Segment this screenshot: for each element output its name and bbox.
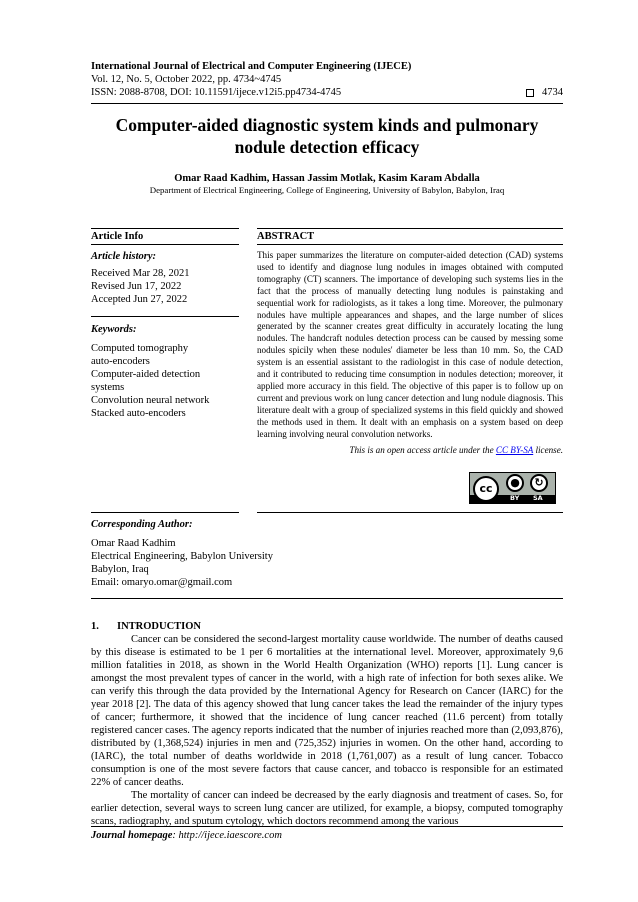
introduction-body (91, 633, 563, 828)
volume-line: Vol. 12, No. 5, October 2022, pp. 4734~4745 (91, 74, 282, 85)
footer-rule (91, 826, 563, 827)
abstract-body (257, 250, 563, 456)
authors: Omar Raad Kadhim, Hassan Jassim Motlak, Kasim Karam Abdalla (174, 173, 480, 184)
corresponding-heading: Corresponding Author: (91, 519, 193, 530)
cc-by-sa-link[interactable]: CC BY-SA (495, 444, 534, 455)
page-number: 4734 (542, 87, 563, 98)
keyword-item: Convolution neural network (91, 395, 210, 406)
corresponding-department: Electrical Engineering, Babylon University (91, 551, 273, 562)
license-line (257, 445, 563, 457)
corresponding-location: Babylon, Iraq (91, 564, 149, 575)
article-info-rule (91, 244, 239, 245)
issn-row (91, 86, 563, 99)
creative-commons-icon: cc (473, 476, 499, 502)
article-history (91, 250, 239, 306)
share-alike-icon: ↻ (530, 474, 548, 492)
history-revised: Revised Jun 17, 2022 (91, 281, 182, 292)
keywords-heading: Keywords: (91, 324, 137, 335)
journal-name: International Journal of Electrical and Computer Engineering (IJECE) (91, 61, 412, 72)
footer (91, 829, 282, 842)
journal-header (91, 60, 563, 99)
keyword-item: systems (91, 382, 125, 393)
history-rule (91, 316, 239, 317)
corresponding-name: Omar Raad Kadhim (91, 538, 176, 549)
section-title: INTRODUCTION (117, 621, 202, 632)
paper-title: Computer-aided diagnostic system kinds and pulmonary nodule detection efficacy (115, 115, 539, 157)
intro-paragraph: The mortality of cancer can indeed be decreased by the early diagnosis and treatment of cases. So, for earlier detection, several ways to screen lung cancer are utilized, for example, a biopsy, computed tomography scans, radiography, and sputum cytology, which doctors recommend among the various (91, 790, 563, 827)
abstract-rule (257, 244, 563, 245)
page-number-group (526, 86, 563, 99)
issn-line: ISSN: 2088-8708, DOI: 10.11591/ijece.v12i5.pp4734-4745 (91, 87, 342, 98)
cc-by-sa-badge[interactable] (469, 472, 556, 504)
cc-sa-label: SA (533, 494, 543, 502)
corresponding-author (91, 518, 563, 589)
history-heading: Article history: (91, 251, 157, 262)
introduction-heading (91, 620, 201, 633)
header-rule (91, 103, 563, 104)
footer-label: Journal homepage (91, 830, 173, 841)
abstract-bottom-rule (257, 512, 563, 513)
corresponding-bottom-rule (91, 598, 563, 599)
history-accepted: Accepted Jun 27, 2022 (91, 294, 188, 305)
article-info-heading: Article Info (91, 231, 144, 242)
keyword-item: Computer-aided detection (91, 369, 201, 380)
keywords (91, 323, 239, 420)
keyword-item: Stacked auto-encoders (91, 408, 186, 419)
affiliation: Department of Electrical Engineering, College of Engineering, University of Babylon, Babylon, Iraq (149, 185, 505, 195)
section-number: 1. (91, 621, 99, 632)
license-suffix: license. (533, 444, 563, 455)
article-info-top-rule (91, 228, 239, 229)
keyword-item: Computed tomography (91, 343, 189, 354)
abstract-heading: ABSTRACT (257, 231, 315, 242)
abstract-top-rule (257, 228, 563, 229)
attribution-person-icon: ● (506, 474, 524, 492)
journal-homepage-link[interactable]: : http://ijece.iaescore.com (172, 830, 282, 841)
square-icon (526, 89, 534, 97)
corresponding-email: Email: omaryo.omar@gmail.com (91, 577, 233, 588)
intro-paragraph: Cancer can be considered the second-largest mortality cause worldwide. The number of deaths caused by this disease is estimated to be 1 per 6 mortalities at the international level. Moreover, approximately 9,6 million fatalities in 2018, as shown in the World Health Organization (WHO) reports [1]. Lung cancer is amongst the most prevalent types of cancer in the world, with a high rate of infection for both sexes alike. We can verify this through the data provided by the International Agency for Research on Cancer (IARC) for the year 2018 [2]. The data of this agency showed that lung cancer takes the lead the remainder of the injury types of cancer; furthermore, it showed that the incidence of lung cancer reached (11.6 percent) from totally registered cancer cases. The agency reports indicated that the number of injuries reached more than (2,093,876), distributed by (1,368,524) injuries in men and (725,352) injuries in women. On the other hand, according to (IARC), the total number of deaths worldwide in 2018 (1,761,007) as a result of lung cancer. Tobacco consumption is one of the most severe factors that cause cancer, and tobacco is responsible for an estimated 22% of cancer deaths. (91, 634, 563, 788)
history-received: Received Mar 28, 2021 (91, 268, 190, 279)
license-prefix: This is an open access article under the (349, 444, 496, 455)
abstract-text: This paper summarizes the literature on computer-aided detection (CAD) systems used to identify and diagnose lung nodules in images obtained with computed tomography (CT) scanners. The importance of developing such systems lies in the fact that the process of manually detecting lung nodules is painstaking and sequential work for radiologists, as it takes a long time. Moreover, the pulmonary nodules have multiple appearances and shapes, and the large number of slices generated by the scanner creates great difficulty in accurately locating the lung nodules. The handcraft nodules detection process can be caused by messing some nodules spicily when these nodules' diameter be less than 10 mm. So, the CAD system is an essential assistant to the radiologist in this case of nodule detection, and it contributed to reducing time consumption in nodules detection; moreover, it applied more accuracy in this field. The objective of this paper is to follow up on current and previous work on lung cancer detection and lung nodule diagnosis. This literature dealt with a group of specialized systems in this field quickly and showed the methods used in them. It dealt with an emphasis on a system based on deep learning involving neural convolution networks. (257, 250, 563, 439)
cc-by-label: BY (510, 494, 520, 502)
corresponding-top-rule (91, 512, 239, 513)
keyword-item: auto-encoders (91, 356, 150, 367)
